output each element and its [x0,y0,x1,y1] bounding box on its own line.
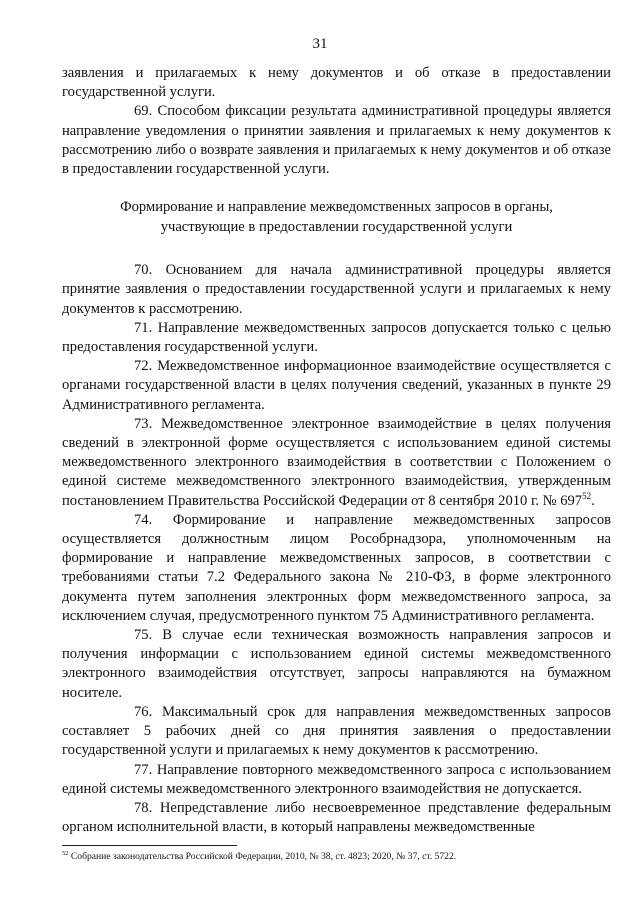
footnote-mark: 52 [62,849,69,857]
paragraph-76: 76. Максимальный срок для направления межведомственных запросов составляет 5 рабочих дней со дня принятия заявления о предоставлении государственной услуги и прилагаемых к нему документов к рассмотрению. [62,703,611,759]
paragraph-72: 72. Межведомственное информационное взаимодействие осуществляется с органами государственной власти в целях получения сведений, указанных в пункте 29 Административного регламента. [62,358,611,413]
document-body [62,64,611,837]
paragraph-78: 78. Непредставление либо несвоевременное представление федеральным органом исполнительной власти, в который направлены межведомственные [62,799,611,836]
paragraph-70: 70. Основанием для начала административной процедуры является принятие заявления о предоставлении государственной услуги и прилагаемых к нему документов к рассмотрению. [62,262,611,317]
section-heading [62,197,611,237]
section-heading-line-2: участвующие в предоставлении государственной услуги [160,219,513,236]
section-heading-line-1: Формирование и направление межведомственных запросов в органы, [120,199,553,216]
paragraph-71: 71. Направление межведомственных запросов допускается только с целью предоставления государственной услуги. [62,319,611,356]
page-number: 31 [312,36,328,52]
footnote-reference[interactable]: 52 [582,490,592,501]
footnote-divider [62,845,237,846]
paragraph-69: 69. Способом фиксации результата административной процедуры является направление уведомления о принятии заявления и прилагаемых к нему документов к рассмотрению либо о возврате заявления и прилагаемых к нему документов и об отказе в предоставлении государственной услуги. [62,103,611,178]
paragraph-continuation: заявления и прилагаемых к нему документов и об отказе в предоставлении государственной услуги. [62,65,611,101]
paragraph-75: 75. В случае если техническая возможность направления запросов и получения информации с использованием единой системы межведомственного электронного взаимодействия отсутствует, запросы направляются на бумажном носителе. [62,627,611,701]
paragraph-77: 77. Направление повторного межведомственного запроса с использованием единой системы межведомственного электронного взаимодействия не допускается. [62,761,611,797]
paragraph-74: 74. Формирование и направление межведомственных запросов осуществляется должностным лицом Рособрнадзора, уполномоченным на формирование и направление межведомственных запросов, в соответствии с требованиями статьи 7.2 Федерального закона № 210-ФЗ, в форме электронного документа путем заполнения электронных форм межведомственного запроса, за исключением случая, предусмотренного пунктом 75 Административного регламента. [62,511,612,624]
footnote [62,851,611,863]
footnote-text: Собрание законодательства Российской Федерации, 2010, № 38, ст. 4823; 2020, № 37, ст. 5722. [70,851,457,862]
paragraph-73: 73. Межведомственное электронное взаимодействие в целях получения сведений в электронной форме осуществляется с использованием единой системы межведомственного электронного взаимодействия в соответствии с Положением о единой системе межведомственного электронного взаимодействия, утвержденным постановлением Правительства Российской Федерации от 8 сентября 2010 г. № $697^{52}$. [62,415,612,509]
